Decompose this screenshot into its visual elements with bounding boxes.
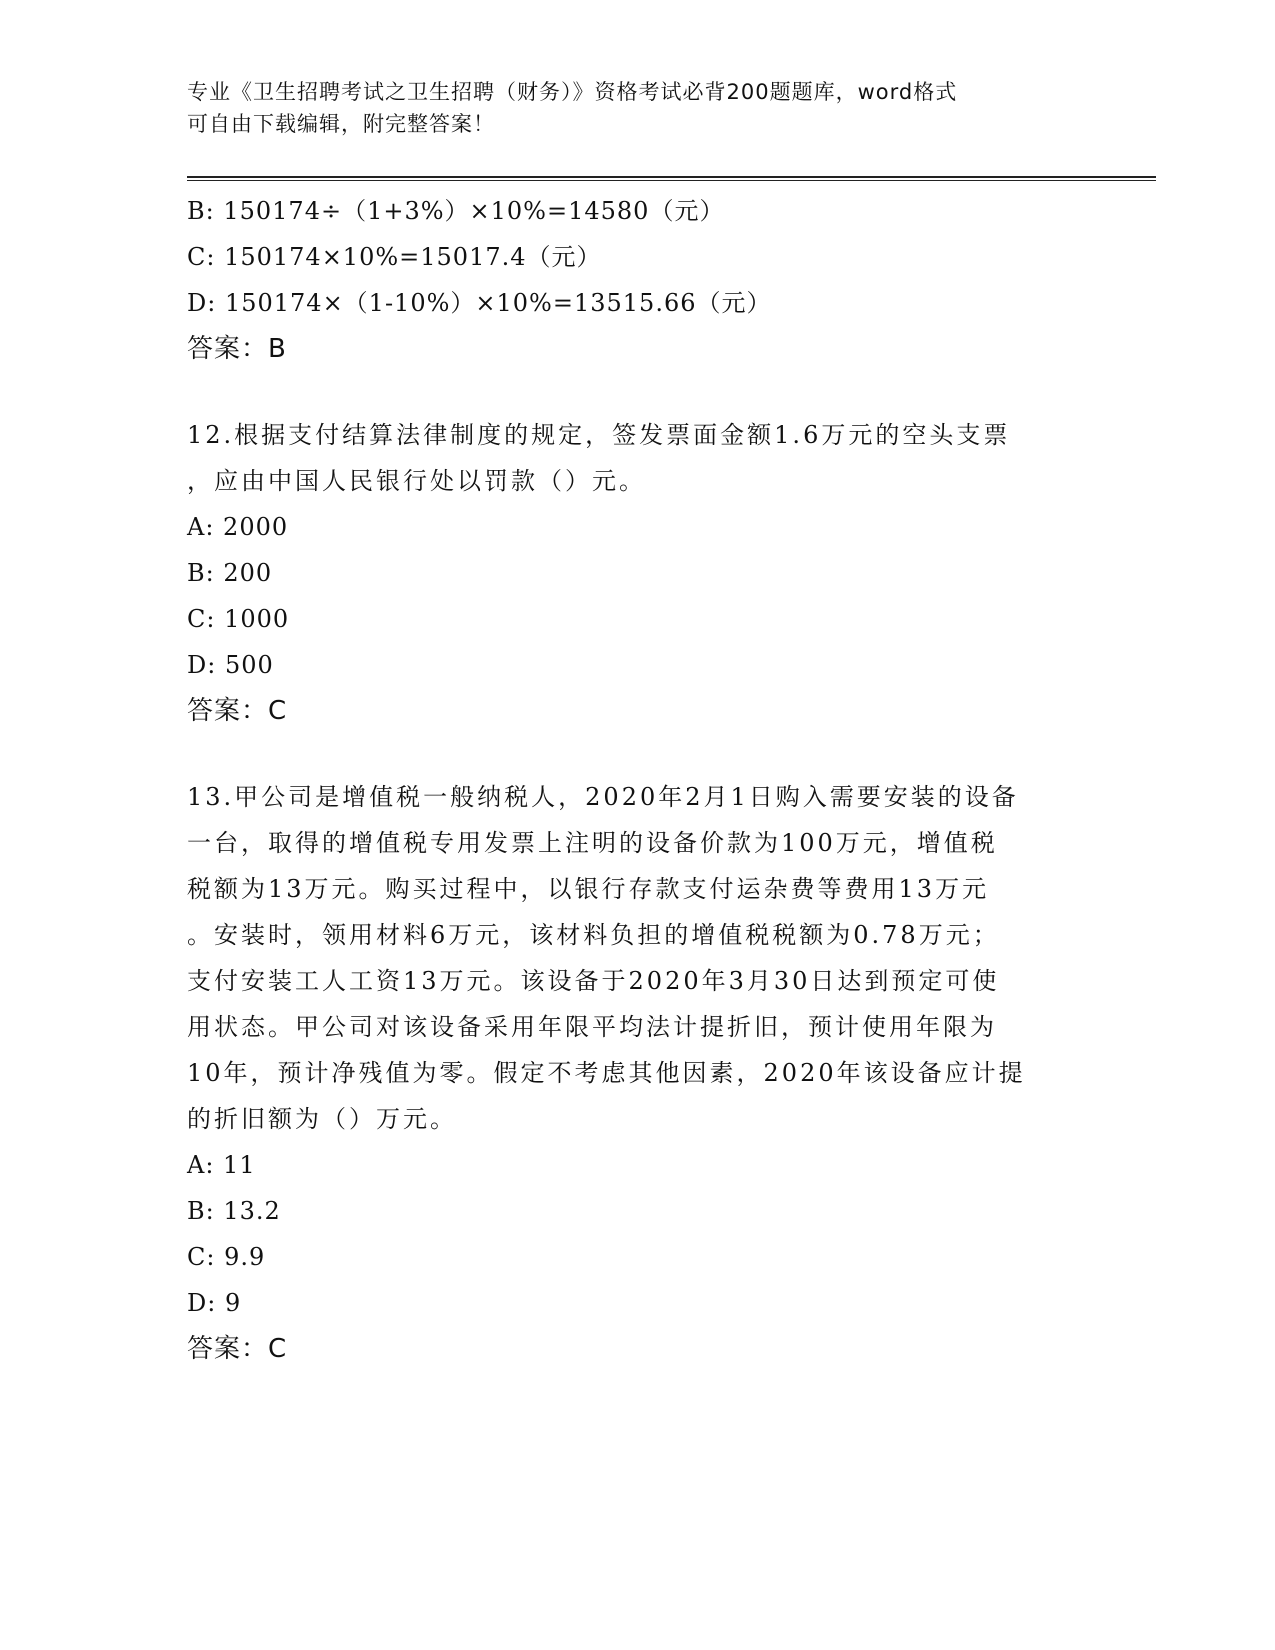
question-13 — [187, 774, 1087, 1372]
q13-stem-line-6: 用状态。甲公司对该设备采用年限平均法计提折旧，预计使用年限为 — [187, 1013, 997, 1041]
q12-stem-line-1: 12.根据支付结算法律制度的规定，签发票面金额1.6万元的空头支票 — [187, 421, 1011, 449]
header-line-1: 专业《卫生招聘考试之卫生招聘（财务）》资格考试必背200题题库，word格式 — [187, 80, 958, 104]
q13-stem-line-7: 10年，预计净残值为零。假定不考虑其他因素，2020年该设备应计提 — [187, 1059, 1026, 1087]
header-divider — [187, 176, 1156, 181]
q13-option-c: C: 9.9 — [187, 1243, 266, 1271]
spacer — [187, 734, 1087, 774]
question-12 — [187, 412, 1087, 734]
q13-stem-line-8: 的折旧额为（）万元。 — [187, 1105, 457, 1133]
q11-option-b: B: 150174÷（1+3%）×10%=14580（元） — [187, 197, 725, 225]
q13-option-d: D: 9 — [187, 1289, 242, 1317]
q13-stem-line-1: 13.甲公司是增值税一般纳税人，2020年2月1日购入需要安装的设备 — [187, 783, 1019, 811]
spacer — [187, 372, 1087, 412]
q13-option-b: B: 13.2 — [187, 1197, 281, 1225]
q12-answer: 答案：C — [187, 696, 288, 726]
q12-option-a: A: 2000 — [187, 513, 289, 541]
q13-stem-line-3: 税额为13万元。购买过程中，以银行存款支付运杂费等费用13万元 — [187, 875, 990, 903]
question-11 — [187, 188, 1087, 372]
q13-option-a: A: 11 — [187, 1151, 256, 1179]
q13-stem-line-4: 。安装时，领用材料6万元，该材料负担的增值税税额为0.78万元； — [187, 921, 1000, 949]
q12-option-d: D: 500 — [187, 651, 274, 679]
q13-stem-line-5: 支付安装工人工资13万元。该设备于2020年3月30日达到预定可使 — [187, 967, 1000, 995]
q13-answer: 答案：C — [187, 1334, 288, 1364]
header-line-2: 可自由下载编辑，附完整答案！ — [187, 112, 495, 136]
q11-option-c: C: 150174×10%=15017.4（元） — [187, 243, 602, 271]
q11-option-d: D: 150174×（1-10%）×10%=13515.66（元） — [187, 289, 772, 317]
q11-answer: 答案：B — [187, 334, 287, 364]
q13-stem-line-2: 一台，取得的增值税专用发票上注明的设备价款为100万元，增值税 — [187, 829, 998, 857]
document-body — [187, 188, 1087, 1372]
page-header — [187, 76, 1067, 140]
q12-stem-line-2: ，应由中国人民银行处以罚款（）元。 — [187, 467, 646, 495]
q12-option-b: B: 200 — [187, 559, 273, 587]
q12-option-c: C: 1000 — [187, 605, 290, 633]
